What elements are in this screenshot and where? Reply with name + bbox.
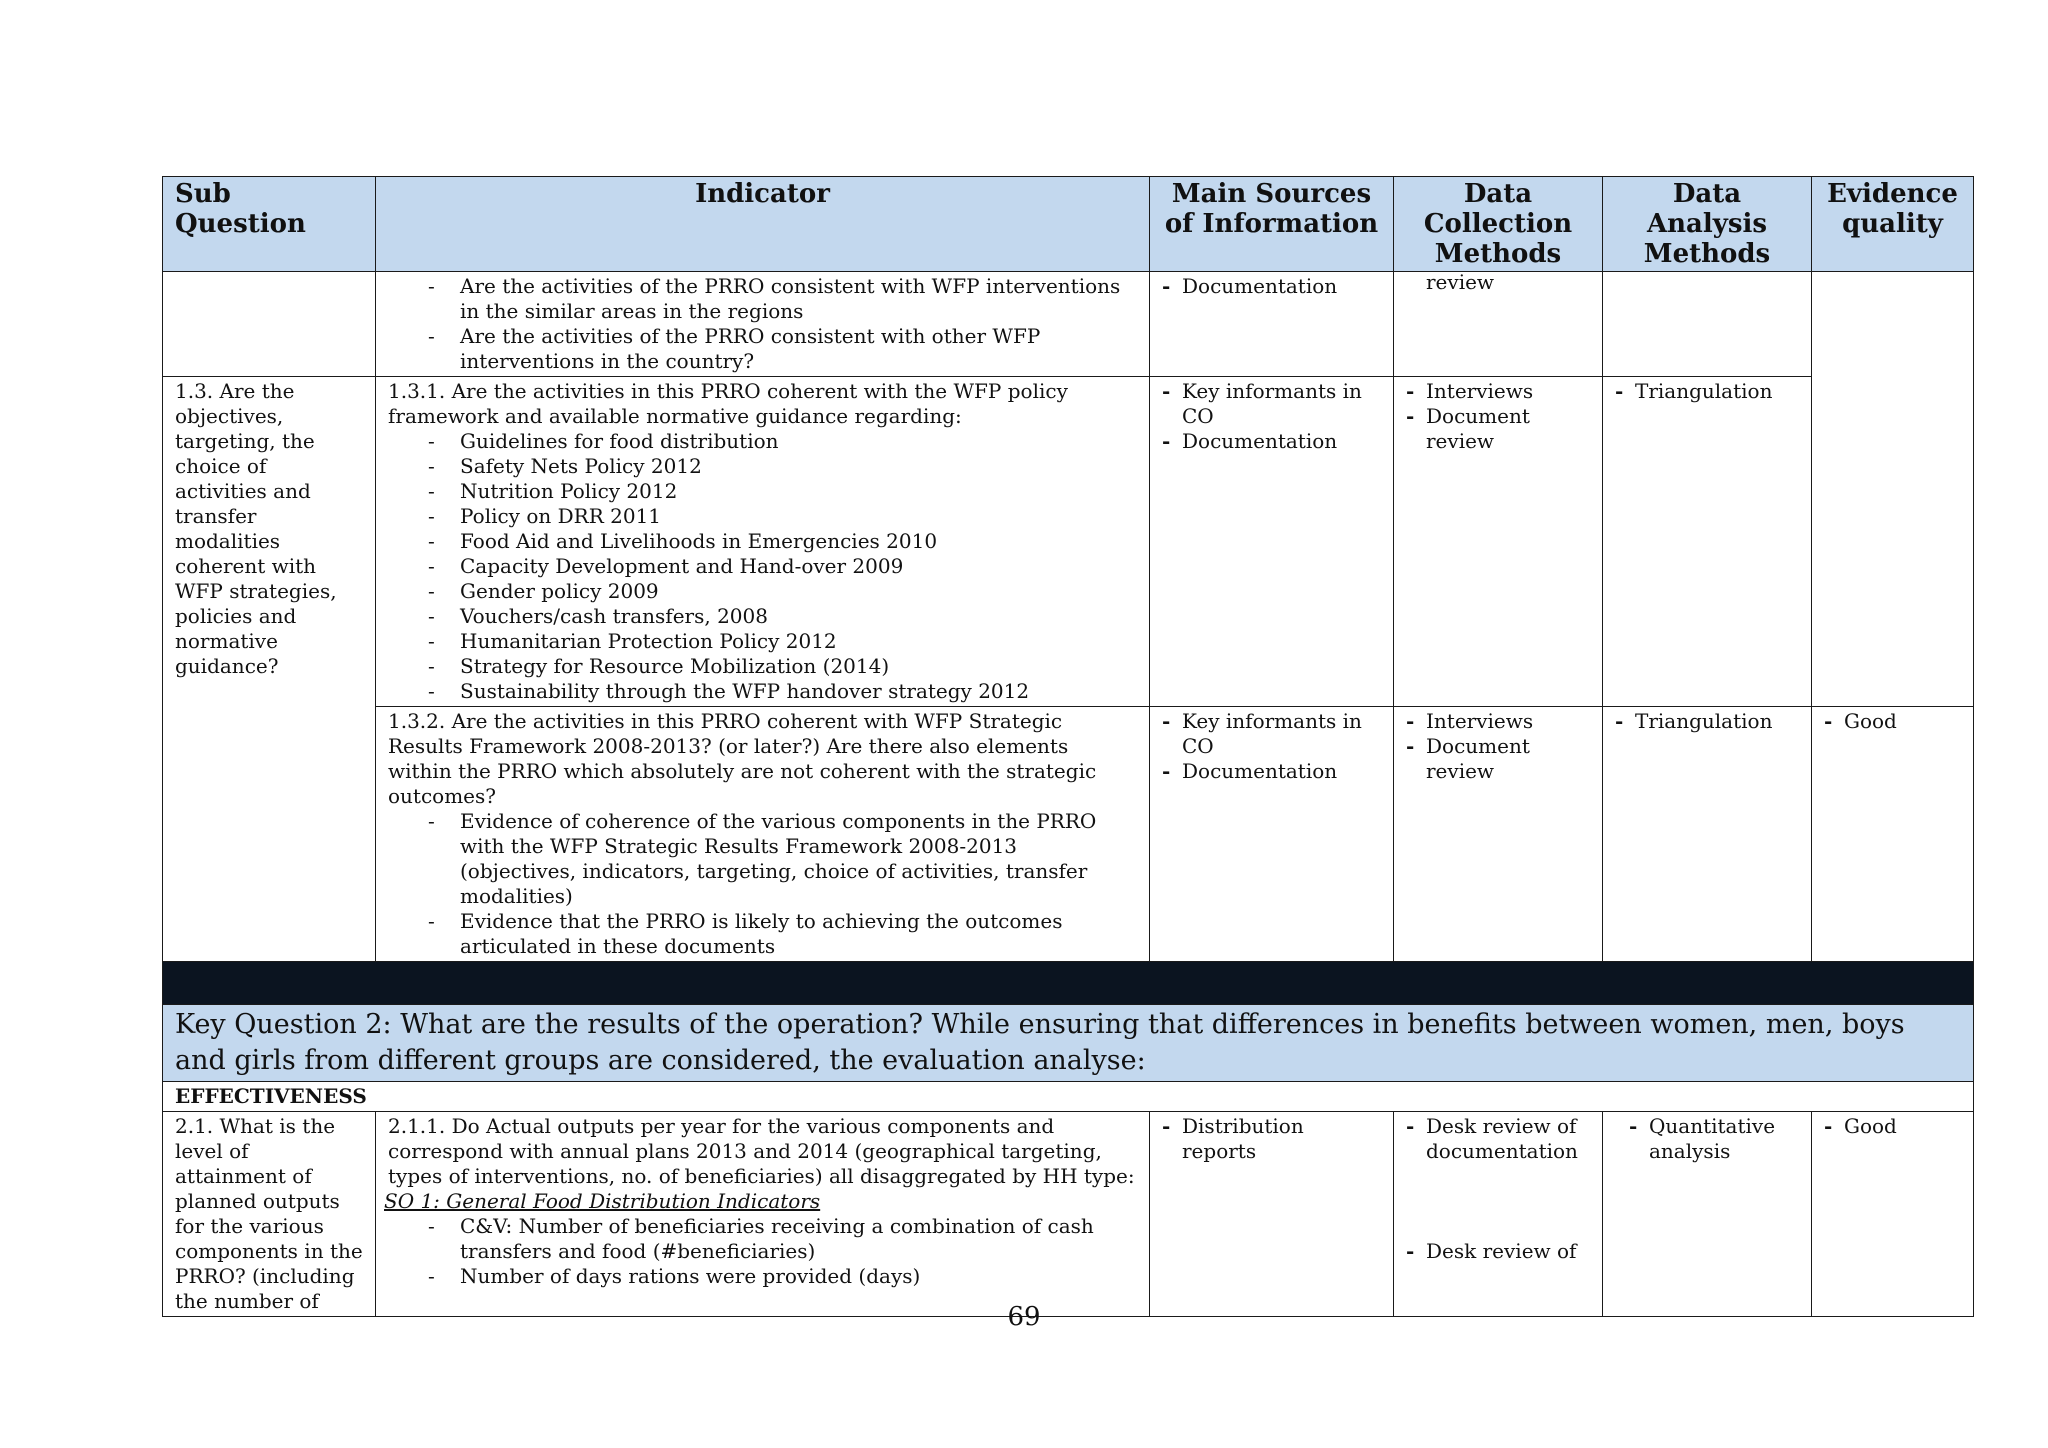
table-row: [163, 1112, 1974, 1317]
separator-row: [163, 962, 1974, 1005]
list-item: - Triangulation: [1615, 379, 1799, 404]
indicator-list: [388, 274, 1137, 374]
list-item: - Desk review of documentation: [1406, 1114, 1590, 1164]
collection-cell: [1394, 707, 1603, 962]
sub-question-cell: [163, 272, 376, 377]
header-sub-question: Sub Question: [163, 177, 376, 272]
list-item: - Document review: [1406, 734, 1590, 784]
so-title: SO 1: General Food Distribution Indicators: [384, 1189, 821, 1213]
list-item: - Are the activities of the PRRO consistent with other WFP interventions in the country?: [428, 324, 1137, 374]
sub-question-cell: 2.1. What is the level of attainment of planned outputs for the various components in the PRRO? (including the number of: [163, 1112, 376, 1317]
evaluation-matrix-table: [162, 176, 1974, 1317]
evidence-cell: [1812, 272, 1974, 707]
list-item: - Evidence that the PRRO is likely to achieving the outcomes articulated in these documents: [428, 909, 1137, 959]
header-main-sources: Main Sources of Information: [1150, 177, 1394, 272]
list-item: - C&V: Number of beneficiaries receiving a combination of cash transfers and food (#beneficiaries): [428, 1214, 1137, 1264]
evidence-cell: [1812, 1112, 1974, 1317]
list-item: - Interviews: [1406, 379, 1590, 404]
indicator-cell: [376, 272, 1150, 377]
table-row: [163, 377, 1974, 707]
list-item: - Policy on DRR 2011: [428, 504, 1137, 529]
separator-cell: [163, 962, 1974, 1005]
indicator-list: [388, 1214, 1137, 1289]
list-item: - Gender policy 2009: [428, 579, 1137, 604]
key-question-text: Key Question 2: What are the results of the operation? While ensuring that differences in benefits between women, men, boys and girls from different groups are considered, the evaluation analyse:: [163, 1005, 1974, 1082]
list-item: - Safety Nets Policy 2012: [428, 454, 1137, 479]
collection-gap: [1406, 1164, 1590, 1239]
page-number: 69: [1007, 1302, 1041, 1332]
list-item: - Nutrition Policy 2012: [428, 479, 1137, 504]
header-data-analysis: Data Analysis Methods: [1603, 177, 1812, 272]
collection-cell: [1394, 272, 1603, 377]
header-row: [163, 177, 1974, 272]
analysis-cell: [1603, 707, 1812, 962]
collection-cell: [1394, 1112, 1603, 1317]
list-item: - Key informants in CO: [1162, 709, 1381, 759]
header-evidence-quality: Evidence quality: [1812, 177, 1974, 272]
list-item: - Evidence of coherence of the various components in the PRRO with the WFP Strategic Results Framework 2008-2013 (objectives, indicators, targeting, choice of activities, transfer modalities): [428, 809, 1137, 909]
sources-cell: [1150, 272, 1394, 377]
analysis-cell: [1603, 272, 1812, 377]
indicator-cell: [376, 377, 1150, 707]
list-item: - Distribution reports: [1162, 1114, 1381, 1164]
sources-cell: [1150, 1112, 1394, 1317]
indicator-intro: 1.3.1. Are the activities in this PRRO coherent with the WFP policy framework and available normative guidance regarding:: [388, 379, 1068, 428]
indicator-intro: 1.3.2. Are the activities in this PRRO coherent with WFP Strategic Results Framework 2008-2013? (or later?) Are there also elements within the PRRO which absolutely are not coherent with the strategic outcomes?: [388, 709, 1097, 808]
list-item: - Are the activities of the PRRO consistent with WFP interventions in the similar areas in the regions: [428, 274, 1137, 324]
evidence-cell: [1812, 707, 1974, 962]
indicator-list: [388, 429, 1137, 704]
list-item: - Vouchers/cash transfers, 2008: [428, 604, 1137, 629]
list-item: - Triangulation: [1615, 709, 1799, 734]
analysis-cell: [1603, 1112, 1812, 1317]
list-item: - Documentation: [1162, 274, 1381, 299]
list-item: - Guidelines for food distribution: [428, 429, 1137, 454]
indicator-list: [388, 809, 1137, 959]
indicator-intro: 2.1.1. Do Actual outputs per year for the various components and correspond with annual plans 2013 and 2014 (geographical targeting, types of interventions, no. of beneficiaries) all disaggregated by HH type:: [388, 1114, 1135, 1188]
list-item: - Number of days rations were provided (days): [428, 1264, 1137, 1289]
sources-cell: [1150, 707, 1394, 962]
list-item: - Document review: [1406, 404, 1590, 454]
list-item: - Humanitarian Protection Policy 2012: [428, 629, 1137, 654]
table-row: [163, 707, 1974, 962]
list-item: - Interviews: [1406, 709, 1590, 734]
indicator-cell: [376, 707, 1150, 962]
list-item: - Good: [1824, 1114, 1961, 1139]
collection-text: review: [1426, 270, 1495, 294]
list-item: - Key informants in CO: [1162, 379, 1381, 429]
list-item: - Good: [1824, 709, 1961, 734]
header-indicator: Indicator: [376, 177, 1150, 272]
list-item: - Food Aid and Livelihoods in Emergencies 2010: [428, 529, 1137, 554]
effectiveness-label: EFFECTIVENESS: [163, 1082, 1974, 1112]
analysis-cell: [1603, 377, 1812, 707]
list-item: - Documentation: [1162, 429, 1381, 454]
key-question-row: [163, 1005, 1974, 1082]
sub-question-cell: 1.3. Are the objectives, targeting, the choice of activities and transfer modalities coherent with WFP strategies, policies and normative guidance?: [163, 377, 376, 962]
collection-cell: [1394, 377, 1603, 707]
list-item: - Quantitative analysis: [1629, 1114, 1799, 1164]
list-item: - Sustainability through the WFP handover strategy 2012: [428, 679, 1137, 704]
list-item: - Strategy for Resource Mobilization (2014): [428, 654, 1137, 679]
list-item: - Documentation: [1162, 759, 1381, 784]
list-item: - Desk review of: [1406, 1239, 1590, 1264]
table-row: [163, 272, 1974, 377]
sources-cell: [1150, 377, 1394, 707]
effectiveness-row: [163, 1082, 1974, 1112]
list-item: - Capacity Development and Hand-over 2009: [428, 554, 1137, 579]
header-data-collection: Data Collection Methods: [1394, 177, 1603, 272]
indicator-cell: [376, 1112, 1150, 1317]
